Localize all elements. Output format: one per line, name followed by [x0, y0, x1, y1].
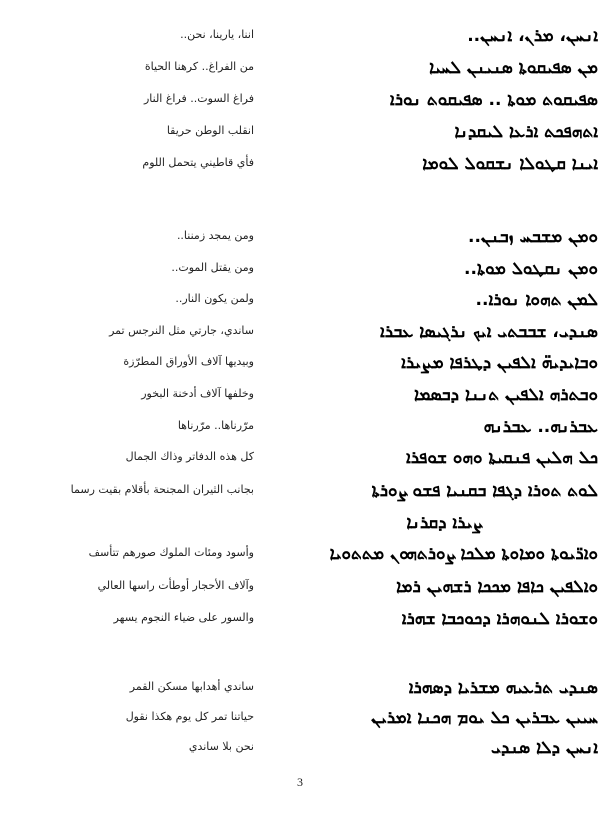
arabic-verse: وخلفها آلاف أدخنة البخور: [141, 387, 254, 400]
syriac-verse: ܠܡܢ ܬܗܘܐ ܢܘܪܐ..: [475, 290, 598, 310]
arabic-verse: مرّرناها.. مرّرناها: [177, 419, 254, 432]
arabic-verse: ومن يقتل الموت..: [171, 261, 254, 274]
syriac-verse: ܐܢܚܢ، ܡܪܢ، ܐܢܚܢ..: [467, 26, 598, 46]
arabic-verse: من الفراغ.. كرهنا الحياة: [144, 60, 254, 73]
syriac-verse: ܘܡܢ ܢܩܛܘܠ ܡܘܬܐ..: [464, 259, 598, 279]
verse-line: [0, 483, 600, 509]
arabic-verse: اننا، يارينا، نحن..: [180, 28, 254, 41]
syriac-verse: ܘܡܢ ܡܫܒܚ ܙܒܢܢ..: [468, 227, 598, 247]
verse-line: [0, 124, 600, 150]
arabic-verse: ومن يمجد زمننا..: [176, 229, 254, 242]
verse-line: [0, 740, 600, 766]
syriac-verse: ܣܦܝܩܘܬ ܡܘܬܐ .. ܣܦܝܩܘܬ ܢܘܪܐ: [389, 90, 598, 110]
syriac-verse: ܘܒܬܪܗ ܐܠܦܝܢ ܬܢܢܐ ܕܒܣܡܐ: [414, 385, 598, 405]
syriac-verse: ܐܬܗܦܟܬ ܐܪܥܐ ܠܝܩܕܢܐ: [454, 122, 598, 142]
verse-line: [0, 680, 600, 706]
verse-line: [0, 450, 600, 476]
arabic-verse: ولمن يكون النار..: [175, 292, 254, 305]
arabic-verse: كل هذه الدفاتر وذاك الجمال: [125, 450, 254, 463]
arabic-verse: انقلب الوطن حريقا: [166, 124, 254, 137]
arabic-verse: والسور على ضياء النجوم يسهر: [113, 611, 254, 624]
verse-line-continuation: [0, 515, 600, 541]
verse-line: [0, 579, 600, 605]
syriac-verse: ܡܢ ܣܦܝܩܘܬܐ ܣܢܝܢܢ ܠܚܝܐ: [429, 58, 598, 78]
verse-line: [0, 28, 600, 54]
syriac-verse: ܘܫܘܪܐ ܠܢܘܗܪܐ ܕܟܘܟܒܐ ܫܗܪܐ: [401, 609, 598, 629]
verse-line: [0, 324, 600, 350]
arabic-verse: حياتنا تمر كل يوم هكذا نقول: [125, 710, 254, 723]
syriac-verse: ܣܢܕܝ، ܫܒܒܬܝ ܐܝܟ ܢܪܓܝܣܐ ܥܒܪܐ: [379, 322, 598, 342]
verse-line: [0, 156, 600, 182]
arabic-verse: وآلاف الأحجار أوطأت راسها العالي: [97, 579, 254, 592]
arabic-verse: بجانب الثيران المجنحة بأقلام بقيت رسما: [70, 483, 254, 496]
verse-line: [0, 546, 600, 572]
verse-line: [0, 611, 600, 637]
syriac-verse: ܐܝܢܐ ܩܛܘܠܐ ܢܫܩܘܠ ܠܘܡܐ: [422, 154, 598, 174]
syriac-verse: ܘܐܠܦܝܢ ܟܐܦܐ ܡܟܟܐ ܪܫܗܝܢ ܪܡܐ: [396, 577, 598, 597]
verse-line: [0, 419, 600, 445]
syriac-verse: ܐܢܚܢ ܕܠܐ ܣܢܕܝ: [491, 738, 598, 758]
verse-line: [0, 261, 600, 287]
syriac-verse: ܣܢܕܝ ܬܪܥܝܗ ܡܫܪܝܐ ܕܣܗܪܐ: [408, 678, 598, 698]
verse-line: [0, 292, 600, 318]
syriac-verse: ܘܐܪ̈ܝܘܬܐ ܘܡܐܘܬܐ ܡܠܟܐ ܨܘܪܬܗܘܢ ܡܬܬܘܝܐ: [329, 544, 598, 564]
page-number: 3: [297, 775, 303, 789]
arabic-verse: ساندي، جارتي مثل النرجس تمر: [109, 324, 254, 337]
syriac-verse: ܠܘܬ ܬܘܪܐ ܕܓܦܐ ܒܩܢܝܐ ܦܫܘ ܨܘܪܬܐ: [371, 481, 598, 501]
verse-line: [0, 60, 600, 86]
syriac-verse: ܟܠ ܗܠܝܢ ܦܢܩܝܬܐ ܘܗܘ ܫܘܦܪܐ: [406, 448, 598, 468]
verse-line: [0, 355, 600, 381]
verse-line: [0, 92, 600, 118]
syriac-verse: ܨܝܪܐ ܕܩܪܢܐ: [406, 513, 483, 533]
syriac-verse: ܘܒܐܝܕܝܗ̈ ܐܠܦܝܢ ܕܛܪܦܐ ܡܨܝܪܐ: [401, 353, 598, 373]
arabic-verse: وبيديها آلاف الأوراق المطرّزة: [123, 355, 254, 368]
arabic-verse: ساندي أهدابها مسكن القمر: [129, 680, 254, 693]
verse-line: [0, 229, 600, 255]
arabic-verse: نحن بلا ساندي: [188, 740, 254, 753]
syriac-verse: ܚܝܝܢ ܥܒܪܝܢ ܟܠ ܝܘܡ ܗܟܢܐ ܐܡܪܝܢ: [371, 708, 598, 728]
verse-line: [0, 710, 600, 736]
arabic-verse: وأسود ومئات الملوك صورهم تتأسف: [88, 546, 254, 559]
arabic-verse: فأي قاطيني يتحمل اللوم: [142, 156, 254, 169]
syriac-verse: ܥܒܪܢܗ.. ܥܒܪܢܗ: [483, 417, 598, 437]
verse-line: [0, 387, 600, 413]
arabic-verse: فراغ السوت.. فراغ النار: [143, 92, 254, 105]
